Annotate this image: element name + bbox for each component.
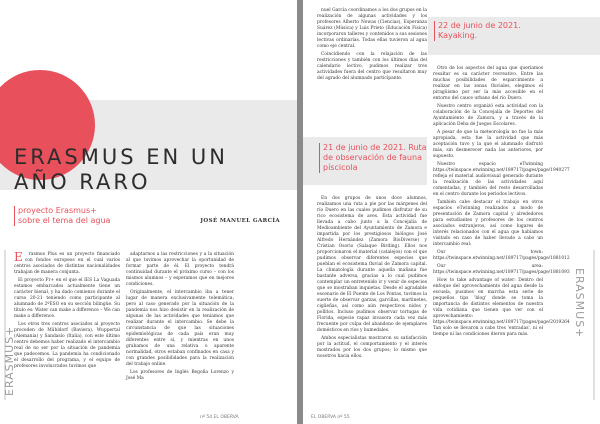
paragraph: Coincidiendo con la relajación de las restricciones y también con los últimos días del calendario lectivo, pudimos realizar tres actividades fuera del centro que resultaron muy del agrado del alumnado participante. xyxy=(317,52,427,81)
title-line-1: ERASMUS EN UN xyxy=(14,145,228,169)
dropcap: E xyxy=(14,250,23,264)
paragraph: Los otros tres centros asociados al proyecto proceden de Mühldorf (Baviera), Wuppertal (Alemania) y Sandasío (Italia), con este último centro debemos haber realizado el intercambio real de no ser por la situación de pandemia que padecemos. La pandemia ha condicionado el desarrollo del programa, y el equipo de profesores involucrados tuvimos que xyxy=(14,322,120,369)
paragraph: El proyecto Fr+ en el que el IES La Vaguada estamos embarcados actualmente tiene un carácter bienal, y ha dado comienzo durante el curso 20-21 teniendo como participante al alumnado de 2ºESO en su sección bilingüe. Su título es: Water can make a difference – We can make a difference. xyxy=(14,278,120,319)
paragraph: También cabe destacar el trabajo en otros espacios eTwinning realizados a modo de presentación de Zamora capital y alrededores para estudiantes y profesores de los centros asociados extranjeros, así como lugares de interés relacionados con el agua que habíamos visitado en caso de haber llevado a cabo un intercambio real: xyxy=(433,200,543,247)
sidebar-bar-right xyxy=(593,250,595,400)
paragraph: How to take advantage of water: Dentro del enfoque del aprovechamiento del agua desde la escuela, pusimos en marcha esta serie de pequeños tips 'blog' donde se toma la importancia de distintos elementos de nuestra vida cotidiana que tienen que ver con el aprovechamiento: https://twinspace.etwinning.net/189717/pages/page/2019264 Tan solo se llevaron a cabo tres 'entradas', ni el tiempo ni las condiciones dieron para más. xyxy=(433,278,570,337)
left-column-2 xyxy=(126,252,234,384)
article-title xyxy=(14,145,294,195)
right-column-1-bottom xyxy=(317,196,427,362)
paragraph: Los profesores de Inglés Begoña Lorenzo y José Ma xyxy=(126,370,234,381)
kayak-heading xyxy=(434,21,521,41)
paragraph: Our town: https://twinspace.etwinning.net/189717/pages/page/1881012 xyxy=(433,250,570,261)
paragraph: Our area: https://twinspace.etwinning.net/189717/pages/page/1881093 xyxy=(433,264,570,275)
fauna-heading xyxy=(319,143,433,173)
page-footer-right: EL OBERVA nº 55 xyxy=(311,415,350,420)
paragraph: Otro de los aspectos del agua que queríamos resaltar es su carácter recreativo. Entre las muchas posibilidades de esparcimiento a realizar en las zonas fluviales, elegimos el piragüismo por ser la más accesible en el entorno del cauce urbano del río Duero. xyxy=(433,66,543,101)
paragraph: En dos grupos de unos doce alumnos, realizamos una ruta a pie por las márgenes del río Duero en las cuales pudimos disfrutar de su rico ecosistema de aves. Esta actividad fue llevada a cabo junto a la Concejalía de Medioambiente del Ayuntamiento de Zamora e impartida por los prestigiosos biólogos José Alfredo Hernández (Zamora BioDiverse) y Cristian Osorio (Salaque Birding). Ellos nos proporcionaron el material (catalejos) con el que pudimos observar diferentes especies que pueblan el ecosistema fluvial de Zamora capital. La climatología durante aquella mañana fue bastante adversa, gracias a lo cual pudimos contemplar un entretenido ir y venir de especies que se mostraban inquietas. Desde el agradable escenario de El Puente de Los Pontas, tuvimos la suerte de observar garzas, garcillas, martinetes, cigüeñas, así como aún respectivos nidos y pollitos. Incluso pudimos observar tortugas de Florida, especie rapaz invasora cada vez más frecuente por culpa del abandono de ejemplares domésticos en ríos y humedales. xyxy=(317,196,427,333)
article-deck: proyecto Erasmus+ sobre el tema del agua xyxy=(14,206,118,226)
left-column-1 xyxy=(14,252,120,372)
paragraph: Nuestro espacio eTwinning https://twinspace.etwinning.net/189717/pages/page/1940277 refleja el material audiovisual generado durante la realización de las actividades aquí comentadas, y también del resto desarrolladas en el centro durante los periodos lectivos. xyxy=(433,162,570,197)
right-column-2 xyxy=(433,66,570,340)
page-footer-left: nº 54 EL OBERVA xyxy=(200,415,239,420)
right-column-1-top xyxy=(317,8,427,84)
sidebar-label-left: ERASMUS+ xyxy=(3,325,16,396)
fauna-title: de observación de fauna píscicola xyxy=(323,153,422,172)
right-page xyxy=(303,0,600,424)
paragraph: Originalmente, el intercambio iba a tener lugar de manera exclusivamente telemática; pero al caso generado por la situación de la pandemia nos hizo desistir en la realización de algunas de las actividades que teníamos que realizar durante el intercambio. Se debe la circunstancia de que las situaciones epidemiológicas de cada país eran muy diferentes entre sí, y mientras en unos grabamos de una relativa o aparente normalidad, otros estaban confinados en casa y con grandes posibilidades para la realización del trabajo online. xyxy=(126,290,234,367)
sidebar-label-right: ERASMUS+ xyxy=(573,268,586,339)
title-line-2: AÑO RARO xyxy=(14,170,151,194)
paragraph: adaptarnos a las restricciones y a la situación al que tuvimos aprovechar la oportunidad de formar parte de él. El proyecto tendrá continuidad durante el próximo curso – con los mismos alumnos – y esperamos que en mejores condiciones. xyxy=(126,252,234,287)
kayak-title: Kayaking. xyxy=(438,31,478,40)
paragraph: Nuestro centro organizó esta actividad con la colaboración de la Concejalía de Deportes del Ayuntamiento de Zamora, y a través de la aplicación Deba de Juegos Escolares. xyxy=(433,104,543,127)
paragraph: E rasmus Plus es un proyecto financiado con fondos europeos en el cual varios centros asociados de distintas nacionalidades trabajan de manera conjunta. xyxy=(14,250,120,275)
article-byline: JOSÉ MANUEL GARCÍA xyxy=(200,218,280,224)
paragraph: A pesar de que la meteorología no fue la más apropiada, esta fue la actividad que más aceptación tuvo y la que el alumnado disfrutó más, sin desmerecer nada las anteriores, por supuesto. xyxy=(433,130,543,159)
paragraph: Ambos especialistas mostraron su satisfacción por la actitud, el comportamiento y el interés mostrados por los dos grupos; lo mismo que nosotros hacia ellos. xyxy=(317,336,427,359)
kayak-date: 22 de junio de 2021. xyxy=(438,21,521,30)
paragraph: nuel García coordinamos a los dos grupos en la realización de algunas actividades y los profesores Alberto Nowas (Ciencias), Esperanza Suárez (Música) y Luis Prieto (Educación Física) incorporaron talleres y contenidos a sus sesiones lectivas ordinarias. Todas ellas tuvieron al agua como eje central. xyxy=(317,8,427,49)
fauna-date: 21 de junio de 2021. Ruta xyxy=(323,143,427,152)
left-page xyxy=(0,0,297,424)
